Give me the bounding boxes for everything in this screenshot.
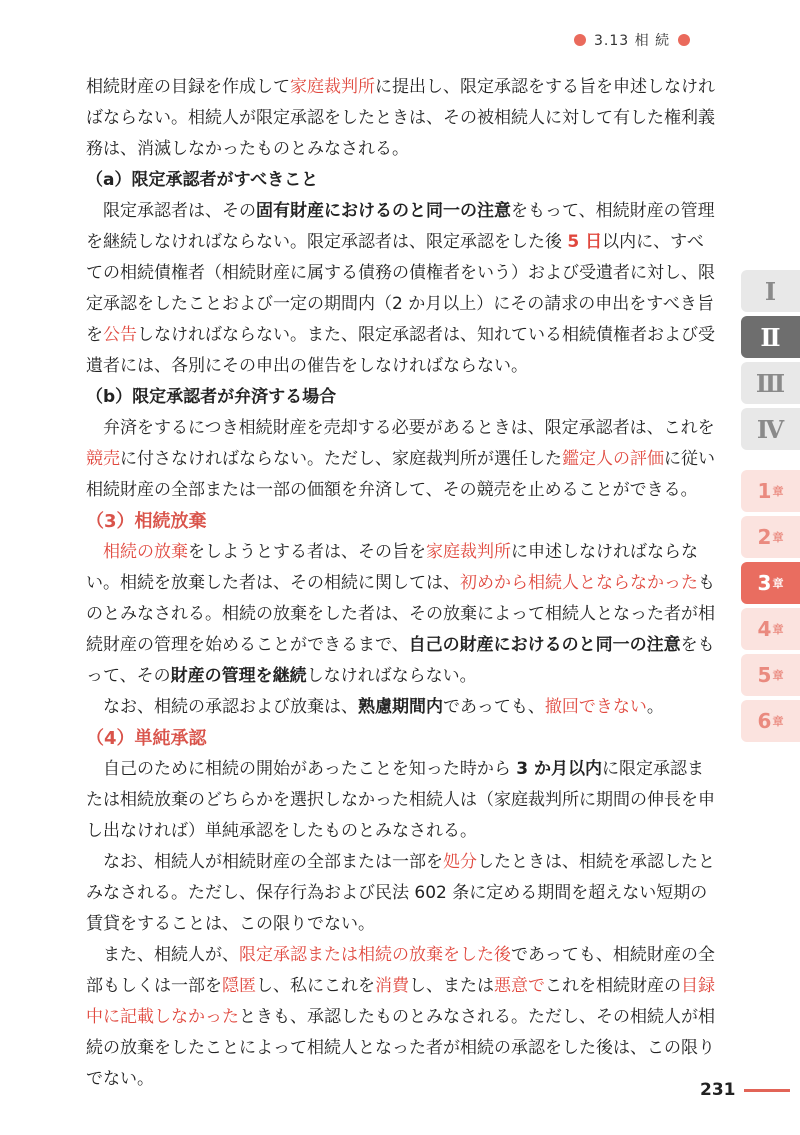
paragraph-text: ときも、承認したものとみなされる。ただし、その相続人が相続の放棄をしたことによって相続人となった者が相続の承認をした後は、この限りでない。 [86,1007,715,1089]
paragraph-text: （b）限定承認者が弁済する場合 [86,387,337,407]
emphasis-text: 5 日 [567,232,603,252]
emphasis-text: 鑑定人の評価 [562,449,664,469]
section-heading [86,723,718,754]
paragraph-text: また、相続人が、 [103,945,239,965]
body-paragraph [86,847,718,940]
chapter-suffix: 章 [772,577,784,590]
paragraph-text: をしようとする者は、その旨を [188,542,426,562]
subsection-heading [86,382,718,413]
emphasis-text: 処分 [443,852,477,872]
emphasis-text: 消費 [375,976,409,996]
running-header [574,28,754,52]
part-tab[interactable] [741,408,800,450]
paragraph-text: に付さなければならない。ただし、家庭裁判所が選任した [120,449,562,469]
page-number: 231 [700,1080,736,1100]
body-paragraph [86,196,718,382]
emphasis-text: 固有財産におけるのと同一の注意 [256,201,511,221]
paragraph-text: であっても、相続財産の全部もしくは一部を [86,945,715,996]
body-paragraph [86,754,718,847]
emphasis-text: 自己の財産におけるのと同一の注意 [408,635,681,655]
chapter-suffix: 章 [772,715,784,728]
paragraph-text: 相続財産の目録を作成して [86,77,290,97]
paragraph-text: ものとみなされる。相続の放棄をした者は、その放棄によって相続人となった者が相続財産の管理を始めることができるまで、 [86,573,715,655]
paragraph-text: （a）限定承認者がすべきこと [86,170,319,190]
emphasis-text: 財産の管理を継続 [170,666,307,686]
chapter-suffix: 章 [772,485,784,498]
emphasis-text: 初めから相続人とならなかった [460,573,698,593]
chapter-suffix: 章 [772,623,784,636]
paragraph-text: 限定承認者は、その [103,201,256,221]
part-tab-label: Ⅳ [756,414,785,444]
part-tab[interactable] [741,362,800,404]
section-title: 3.13 相 続 [594,33,671,49]
paragraph-text: （4）単純承認 [86,728,207,749]
emphasis-text: 目録中に記載しなかった [86,976,715,1027]
paragraph-text: をもって、相続財産の管理を継続しなければならない。限定承認者は、限定承認をした後 [86,201,715,252]
body-text [86,72,718,1095]
paragraph-text: 以内に、すべての相続債権者（相続財産に属する債務の債権者をいう）および受遺者に対し、限定承認をしたことおよび一定の期間内（2 か月以上）にその請求の申出をすべき旨を [86,232,715,345]
chapter-tabs [741,470,800,746]
chapter-tab[interactable] [741,470,800,512]
paragraph-text: に提出し、限定承認をする旨を申述しなければならない。相続人が限定承認をしたときは、その被相続人に対して有した権利義務は、消滅しなかったものとみなされる。 [86,77,715,159]
subsection-heading [86,165,718,196]
emphasis-text: 公告 [103,325,137,345]
emphasis-text: 熟慮期間内 [358,697,443,717]
emphasis-text: 家庭裁判所 [290,77,375,97]
paragraph-text: 自己のために相続の開始があったことを知った時から [103,759,517,779]
page-footer [700,1080,790,1100]
page-number-rule [744,1089,790,1092]
emphasis-text: 撤回できない [544,697,647,717]
chapter-number: 3 [757,571,772,595]
emphasis-text: 競売 [86,449,120,469]
chapter-number: 4 [757,617,772,641]
paragraph-text: に従い相続財産の全部または一部の価額を弁済して、その競売を止めることができる。 [86,449,715,500]
paragraph-text: に限定承認または相続放棄のどちらかを選択しなかった相続人は（家庭裁判所に期間の伸長を申し出なければ）単純承認をしたものとみなされる。 [86,759,715,841]
paragraph-text: したときは、相続を承認したとみなされる。ただし、保存行為および民法 602 条に定める期間を超えない短期の賃貸をすることは、この限りでない。 [86,852,715,934]
part-tab-label: Ⅱ [760,322,781,352]
chapter-tab[interactable] [741,516,800,558]
paragraph-text: しなければならない。 [306,666,477,686]
emphasis-text: 限定承認または相続の放棄をした後 [239,945,511,965]
paragraph-text: 。 [646,697,664,717]
chapter-number: 2 [757,525,772,549]
header-left-dot [574,34,586,46]
body-paragraph [86,72,718,165]
body-paragraph [86,413,718,506]
chapter-tab[interactable] [741,700,800,742]
chapter-suffix: 章 [772,669,784,682]
paragraph-text: をもって、その [86,635,715,686]
chapter-tab[interactable] [741,608,800,650]
paragraph-text: なお、相続の承認および放棄は、 [103,697,358,717]
emphasis-text: 悪意で [494,976,545,996]
chapter-number: 1 [757,479,772,503]
paragraph-text: 弁済をするにつき相続財産を売却する必要があるときは、限定承認者は、これを [103,418,715,438]
emphasis-text: 相続の放棄 [103,542,188,562]
paragraph-text: であっても、 [443,697,545,717]
part-tab-label: Ⅰ [764,276,777,306]
body-paragraph [86,537,718,692]
paragraph-text: に申述しなければならない。相続を放棄した者は、その相続に関しては、 [86,542,698,593]
paragraph-text: し、または [409,976,494,996]
part-tab[interactable] [741,316,800,358]
chapter-suffix: 章 [772,531,784,544]
emphasis-text: 家庭裁判所 [426,542,511,562]
chapter-tab[interactable] [741,654,800,696]
emphasis-text: 隠匿 [222,976,256,996]
paragraph-text: （3）相続放棄 [86,511,207,532]
chapter-number: 5 [757,663,772,687]
part-tab-label: Ⅲ [755,368,786,398]
paragraph-text: し、私にこれを [256,976,375,996]
emphasis-text: 3 か月以内 [516,759,602,779]
paragraph-text: これを相続財産の [545,976,681,996]
paragraph-text: なお、相続人が相続財産の全部または一部を [103,852,443,872]
part-tab[interactable] [741,270,800,312]
body-paragraph [86,692,718,723]
header-right-dot [678,34,690,46]
paragraph-text: しなければならない。また、限定承認者は、知れている相続債権者および受遺者には、各別にその申出の催告をしなければならない。 [86,325,715,376]
chapter-number: 6 [757,709,772,733]
part-tabs [741,270,800,454]
section-heading [86,506,718,537]
chapter-tab[interactable] [741,562,800,604]
body-paragraph [86,940,718,1095]
